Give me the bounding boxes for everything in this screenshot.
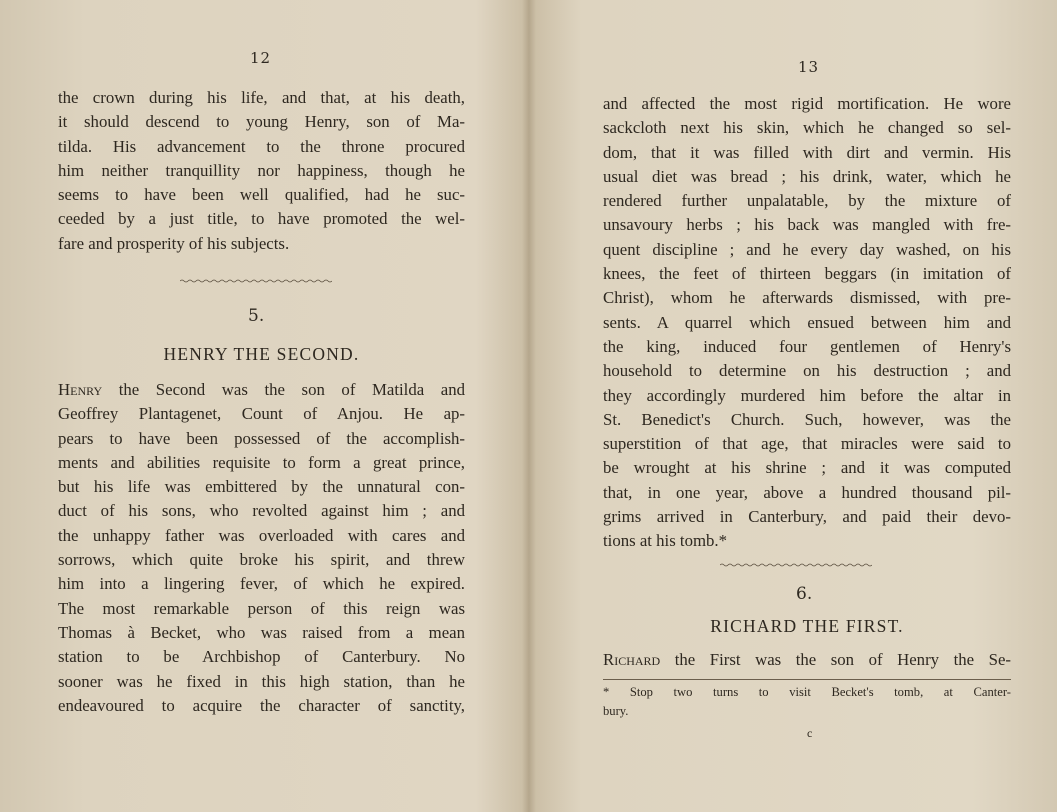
text-line: The most remarkable person of this reign was [58,598,465,618]
text-line: but his life was embittered by the unnatural con- [58,477,465,497]
text-line: seems to have been well qualified, had he suc- [58,185,465,205]
text-line: the crown during his life, and that, at his death, [58,88,465,107]
page-number: 13 [798,58,820,76]
text-line: sackcloth next his skin, which he changed so sel- [603,118,1011,138]
left-top-text [58,86,465,256]
text-line: pears to have been possessed of the accomplish- [58,428,465,448]
text-line: usual diet was bread ; his drink, water, which he [603,166,1011,186]
footnote-line: bury. [603,704,629,718]
text-line: tilda. His advancement to the throne procured [58,136,465,156]
section-ornament [180,279,332,283]
text-line [58,378,465,402]
text-line: Christ), whom he afterwards dismissed, with pre- [603,288,1011,308]
page-number: 12 [250,49,272,67]
text-line: and affected the most rigid mortification. He wore [603,94,1011,113]
left-page [0,0,525,812]
text-line: be wrought at his shrine ; and it was computed [603,458,1011,478]
text-line: sooner was he fixed in this high station, than he [58,671,465,691]
lead-word: Richard [603,650,661,669]
section-number: 5. [248,306,265,326]
text-line: that, in one year, above a hundred thousand pil- [603,482,1011,502]
right-top-text [603,92,1011,554]
text-line: rendered further unpalatable, by the mixture of [603,191,1011,211]
text-line [603,648,1011,672]
text-line: St. Benedict's Church. Such, however, was the [603,409,1011,429]
text-line: dom, that it was filled with dirt and vermin. His [603,142,1011,162]
text-line: him into a lingering fever, of which he expired. [58,574,465,594]
text-line: sents. A quarrel which ensued between him and [603,312,1011,332]
text-line: grims arrived in Canterbury, and paid their devo- [603,507,1011,527]
right-page [530,0,1057,812]
lead-word: Henry [58,380,103,399]
text-line: they accordingly murdered him before the altar in [603,385,1011,405]
text-line: superstition of that age, that miracles were said to [603,434,1011,454]
text-line: ments and abilities requisite to form a great prince, [58,452,465,472]
text-line: household to determine on his destruction ; and [603,361,1011,381]
text-line: Geoffrey Plantagenet, Count of Anjou. He ap- [58,404,465,424]
text-line: the unhappy father was overloaded with cares and [58,525,465,545]
text-line: duct of his sons, who revolted against him ; and [58,501,465,521]
signature-mark: c [807,726,813,740]
footnote-line: * Stop two turns to visit Becket's tomb, at Canter- [603,685,1011,699]
left-body-text [58,378,465,718]
right-body-text [603,648,1011,672]
text-line: fare and prosperity of his subjects. [58,233,290,253]
footnote [603,683,1011,721]
text-line: the king, induced four gentlemen of Henry's [603,336,1011,356]
text-line: Thomas à Becket, who was raised from a mean [58,622,465,642]
text-line: him neither tranquillity nor happiness, though he [58,160,465,180]
section-number: 6. [796,584,813,604]
text-line: tions at his tomb.* [603,531,727,551]
section-title: RICHARD THE FIRST. [710,616,904,636]
text-line: unsavoury herbs ; his back was mangled with fre- [603,215,1011,235]
first-line-rest: the First was the son of Henry the Se- [660,650,1011,669]
text-line: it should descend to young Henry, son of Ma- [58,112,465,132]
text-line: sorrows, which quite broke his spirit, and threw [58,550,465,570]
text-line: endeavoured to acquire the character of sanctity, [58,695,465,715]
text-line: ceeded by a just title, to have promoted the wel- [58,209,465,229]
text-line: knees, the feet of thirteen beggars (in imitation of [603,264,1011,284]
text-line: quent discipline ; and he every day washed, on his [603,239,1011,259]
footnote-rule [603,679,1011,680]
first-line-rest: the Second was the son of Matilda and [102,380,465,399]
text-line: station to be Archbishop of Canterbury. No [58,647,465,667]
section-title: HENRY THE SECOND. [163,344,360,364]
section-ornament [720,563,872,567]
